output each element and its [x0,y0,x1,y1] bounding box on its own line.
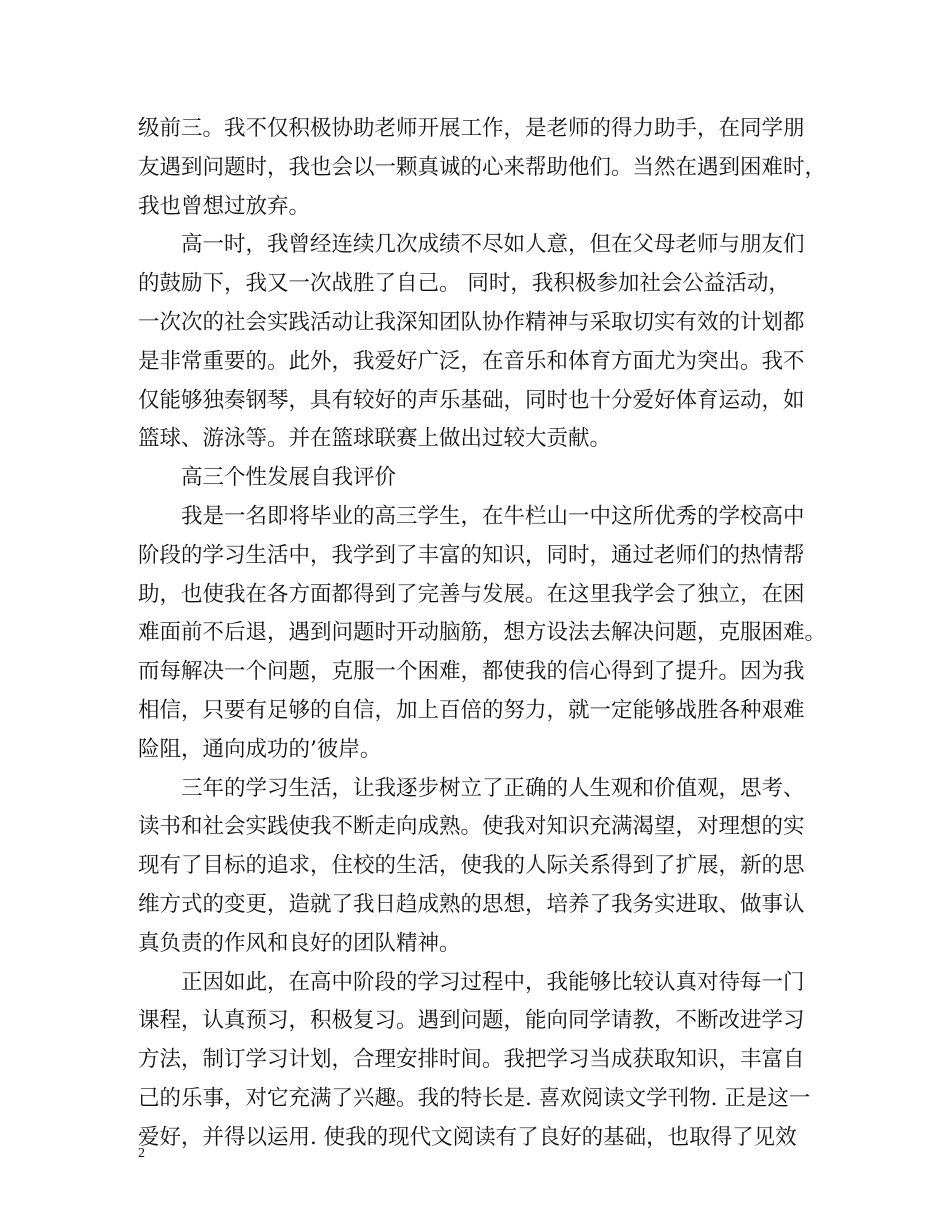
paragraph-start-line: 三年的学习生活，让我逐步树立了正确的人生观和价值观，思考、 [181,775,805,801]
text-line: 维方式的变更，造就了我日趋成熟的思想，培养了我务实进取、做事认 [138,891,805,917]
text-line: 级前三。我不仅积极协助老师开展工作，是老师的得力助手，在同学朋 [138,116,805,141]
document-body [138,110,827,1158]
text-line: 现有了目标的追求，住校的生活，使我的人际关系得到了扩展，新的思 [138,853,805,879]
text-line: 阶段的学习生活中，我学到了丰富的知识，同时，通过老师们的热情帮 [138,542,805,568]
paragraph-start-line: 我是一名即将毕业的高三学生，在牛栏山一中这所优秀的学校高中 [181,503,805,529]
text-line: 方法，制订学习计划，合理安排时间。我把学习当成获取知识，丰富自 [138,1047,805,1073]
text-line: 仅能够独奏钢琴，具有较好的声乐基础，同时也十分爱好体育运动，如 [138,387,805,413]
text-line: 友遇到问题时，我也会以一颗真诚的心来帮助他们。当然在遇到困难时， [138,154,827,180]
text-line: 我也曾想过放弃。 [138,193,311,219]
text-line: 一次次的社会实践活动让我深知团队协作精神与采取切实有效的计划都 [138,309,805,335]
page-number: 2 [138,1146,145,1161]
text-line: 真负责的作风和良好的团队精神。 [138,930,461,956]
text-line: 读书和社会实践使我不断走向成熟。使我对知识充满渴望，对理想的实 [138,814,805,840]
paragraph-start-line: 正因如此，在高中阶段的学习过程中，我能够比较认真对待每一门 [181,969,805,995]
text-line: 篮球、游泳等。并在篮球联赛上做出过较大贡献。 [138,426,612,452]
text-line: 己的乐事，对它充满了兴趣。我的特长是. 喜欢阅读文学刊物. 正是这一 [138,1085,811,1111]
text-line: 险阻，通向成功的’彼岸。 [138,736,382,762]
text-line: 课程，认真预习，积极复习。遇到问题，能向同学请教，不断改进学习 [138,1008,805,1034]
text-line: 而每解决一个问题，克服一个困难，都使我的信心得到了提升。因为我 [138,659,805,685]
text-line: 爱好，并得以运用. 使我的现代文阅读有了良好的基础，也取得了见效 [138,1124,797,1150]
section-heading: 高三个性发展自我评价 [181,465,397,491]
paragraph-start-line: 高一时，我曾经连续几次成绩不尽如人意，但在父母老师与朋友们 [181,232,805,258]
text-line: 是非常重要的。此外，我爱好广泛，在音乐和体育方面尤为突出。我不 [138,348,805,374]
text-line: 助，也使我在各方面都得到了完善与发展。在这里我学会了独立，在困 [138,581,805,607]
text-line: 相信，只要有足够的自信，加上百倍的努力，就一定能够战胜各种艰难 [138,697,805,723]
text-line: 难面前不后退，遇到问题时开动脑筋，想方设法去解决问题，克服困难。 [138,620,827,646]
text-line: 的鼓励下，我又一次战胜了自己。 同时，我积极参加社会公益活动， [138,271,790,297]
